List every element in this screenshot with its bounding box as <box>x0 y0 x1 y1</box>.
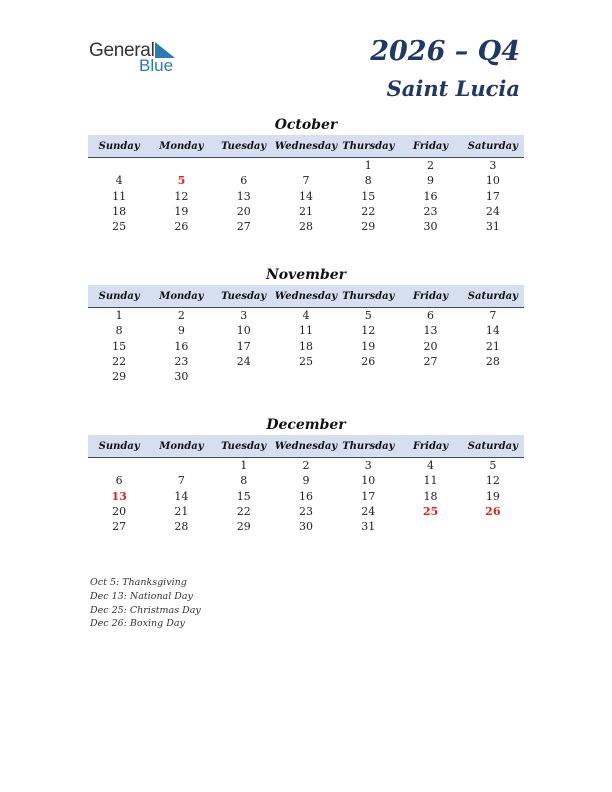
day-cell: 27 <box>236 220 251 234</box>
day-cell: 24 <box>236 355 251 369</box>
weekday-label: Wednesday <box>274 290 338 302</box>
day-cell: 21 <box>485 339 500 353</box>
week-row <box>88 204 524 219</box>
day-cell: 25 <box>422 505 439 519</box>
day-cell: 18 <box>112 205 127 219</box>
week-row <box>88 504 524 519</box>
holiday-note: Oct 5: Thanksgiving <box>90 577 187 588</box>
day-cell: 28 <box>485 355 500 369</box>
day-cell: 16 <box>423 189 438 203</box>
weekday-label: Thursday <box>342 440 395 452</box>
day-cell: 6 <box>240 174 248 188</box>
day-cell: 15 <box>236 489 251 503</box>
day-cell: 11 <box>423 474 438 488</box>
weekday-label: Wednesday <box>274 140 338 152</box>
day-cell: 24 <box>485 205 500 219</box>
day-cell: 10 <box>236 324 251 338</box>
day-cell: 12 <box>174 189 189 203</box>
day-cell: 19 <box>485 489 500 503</box>
week-row <box>88 519 524 534</box>
day-cell: 2 <box>177 309 185 323</box>
month-grid <box>88 308 524 384</box>
weekday-label: Wednesday <box>274 440 338 452</box>
day-cell: 22 <box>236 505 251 519</box>
day-cell: 14 <box>298 189 313 203</box>
day-cell: 28 <box>298 220 313 234</box>
day-cell: 26 <box>174 220 189 234</box>
day-cell: 9 <box>302 474 310 488</box>
logo-blue-text: Blue <box>139 56 174 75</box>
holiday-note: Dec 13: National Day <box>90 590 193 602</box>
day-cell: 17 <box>361 489 376 503</box>
day-cell: 25 <box>298 355 313 369</box>
day-cell: 29 <box>112 370 127 384</box>
weekday-label: Saturday <box>467 440 518 452</box>
day-cell: 24 <box>361 505 376 519</box>
day-cell: 14 <box>174 489 189 503</box>
weekday-label: Saturday <box>467 290 518 302</box>
holiday-note: Dec 26: Boxing Day <box>90 618 185 630</box>
day-cell: 1 <box>240 459 248 473</box>
page-subtitle: Saint Lucia <box>386 76 520 101</box>
weekday-label: Tuesday <box>221 140 267 152</box>
day-cell: 6 <box>427 309 435 323</box>
day-cell: 8 <box>240 474 248 488</box>
week-row <box>88 339 524 354</box>
day-cell: 1 <box>115 309 123 323</box>
weekday-label: Sunday <box>98 440 140 452</box>
day-cell: 31 <box>361 520 376 534</box>
day-cell: 30 <box>423 220 438 234</box>
weekday-label: Friday <box>412 140 449 152</box>
day-cell: 16 <box>174 339 189 353</box>
day-cell: 17 <box>485 189 500 203</box>
month-december <box>88 415 524 534</box>
weekday-label: Friday <box>412 440 449 452</box>
day-cell: 8 <box>364 174 372 188</box>
day-cell: 13 <box>236 189 251 203</box>
day-cell: 9 <box>427 174 435 188</box>
day-cell: 25 <box>112 220 127 234</box>
day-cell: 19 <box>361 339 376 353</box>
day-cell: 10 <box>485 174 500 188</box>
weekday-label: Thursday <box>342 140 395 152</box>
day-cell: 7 <box>489 309 497 323</box>
day-cell: 22 <box>112 355 127 369</box>
weekday-label: Monday <box>159 290 204 302</box>
day-cell: 6 <box>115 474 123 488</box>
day-cell: 23 <box>423 205 438 219</box>
day-cell: 16 <box>298 489 313 503</box>
day-cell: 1 <box>364 159 372 173</box>
day-cell: 30 <box>174 370 189 384</box>
day-cell: 12 <box>361 324 376 338</box>
week-row <box>88 189 524 204</box>
day-cell: 11 <box>298 324 313 338</box>
day-cell: 22 <box>361 205 376 219</box>
weekday-label: Sunday <box>98 140 140 152</box>
weekday-label: Saturday <box>467 140 518 152</box>
day-cell: 7 <box>302 174 310 188</box>
day-cell: 27 <box>423 355 438 369</box>
day-cell: 23 <box>174 355 189 369</box>
day-cell: 29 <box>361 220 376 234</box>
day-cell: 26 <box>485 505 501 519</box>
day-cell: 4 <box>427 459 435 473</box>
day-cell: 14 <box>485 324 500 338</box>
day-cell: 3 <box>364 459 372 473</box>
weekday-label: Tuesday <box>221 290 267 302</box>
week-row <box>88 354 524 369</box>
day-cell: 21 <box>174 505 189 519</box>
day-cell: 23 <box>298 505 313 519</box>
weekday-label: Monday <box>159 440 204 452</box>
day-cell: 18 <box>298 339 313 353</box>
month-name: October <box>274 117 338 133</box>
day-cell: 4 <box>302 309 310 323</box>
day-cell: 3 <box>489 159 497 173</box>
logo-general-text: General <box>89 40 155 61</box>
day-cell: 2 <box>302 459 310 473</box>
day-cell: 26 <box>361 355 376 369</box>
holiday-note: Dec 25: Christmas Day <box>90 604 201 616</box>
logo <box>89 40 189 76</box>
week-row <box>88 489 524 504</box>
day-cell: 2 <box>427 159 435 173</box>
day-cell: 13 <box>423 324 438 338</box>
day-cell: 17 <box>236 339 251 353</box>
month-october <box>88 115 524 234</box>
day-cell: 9 <box>177 324 185 338</box>
weekday-label: Thursday <box>342 290 395 302</box>
week-row <box>88 173 524 188</box>
day-cell: 20 <box>112 505 127 519</box>
day-cell: 13 <box>111 489 127 503</box>
month-grid <box>88 158 524 234</box>
week-row <box>88 473 524 488</box>
day-cell: 11 <box>112 189 127 203</box>
weekday-header <box>88 135 524 158</box>
day-cell: 31 <box>485 220 500 234</box>
day-cell: 5 <box>364 309 372 323</box>
day-cell: 10 <box>361 474 376 488</box>
day-cell: 15 <box>112 339 127 353</box>
weekday-header <box>88 285 524 308</box>
weekday-label: Tuesday <box>221 440 267 452</box>
day-cell: 4 <box>115 174 123 188</box>
holiday-notes <box>90 576 201 631</box>
day-cell: 21 <box>298 205 313 219</box>
day-cell: 12 <box>485 474 500 488</box>
month-grid <box>88 458 524 534</box>
day-cell: 28 <box>174 520 189 534</box>
weekday-label: Sunday <box>98 290 140 302</box>
day-cell: 30 <box>298 520 313 534</box>
day-cell: 3 <box>240 309 248 323</box>
weekday-header <box>88 435 524 458</box>
month-november <box>88 265 524 384</box>
day-cell: 20 <box>423 339 438 353</box>
week-row <box>88 323 524 338</box>
day-cell: 18 <box>423 489 438 503</box>
day-cell: 8 <box>115 324 123 338</box>
day-cell: 5 <box>177 174 186 188</box>
day-cell: 29 <box>236 520 251 534</box>
day-cell: 5 <box>489 459 497 473</box>
day-cell: 15 <box>361 189 376 203</box>
week-row <box>88 458 524 473</box>
day-cell: 27 <box>112 520 127 534</box>
day-cell: 20 <box>236 205 251 219</box>
month-name: December <box>266 417 346 433</box>
weekday-label: Friday <box>412 290 449 302</box>
page-title: 2026 – Q4 <box>370 36 520 67</box>
weekday-label: Monday <box>159 140 204 152</box>
week-row <box>88 158 524 173</box>
day-cell: 7 <box>177 474 185 488</box>
week-row <box>88 308 524 323</box>
month-name: November <box>265 267 347 283</box>
week-row <box>88 369 524 384</box>
week-row <box>88 219 524 234</box>
day-cell: 19 <box>174 205 189 219</box>
